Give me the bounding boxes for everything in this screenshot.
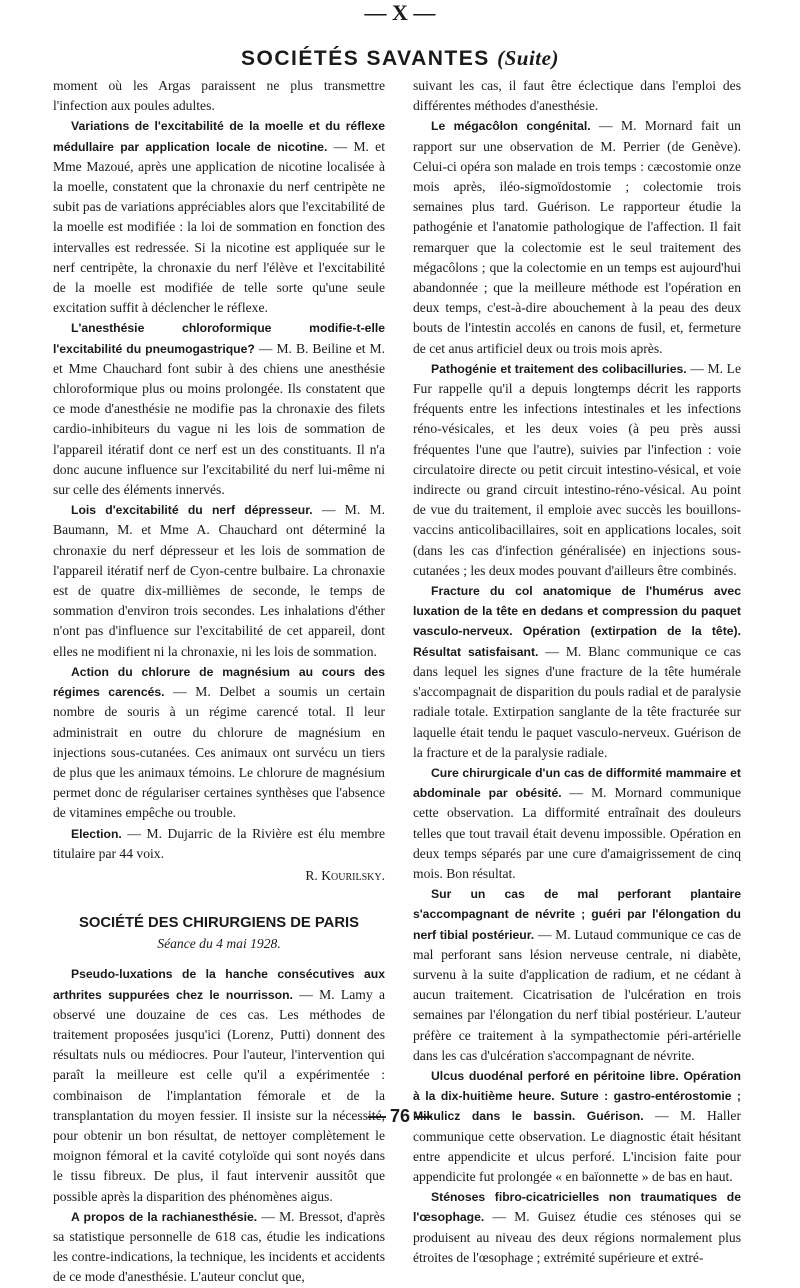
entry-title: Lois d'excitabilité du nerf dépresseur. bbox=[71, 503, 313, 518]
entry-title: Pseudo-luxations de la hanche consécutives aux arthrites suppurées chez le nourrisson. bbox=[53, 967, 385, 1002]
entry-body: — M. Lamy a observé une douzaine de ces cas. Les méthodes de traitement proposées jusqu'ici (Lorenz, Putti) donnent des résultats nuls ou médiocres. Pour l'auteur, l'intervention qui paraît la meilleure est celle qu'il a expérimentée : combinaison de l'implantation fémorale et de la transplantation du moyen fessier. Il insiste sur la nécessité, pour obtenir un bon résultat, de nettoyer complètement le moignon fémoral et la cavité cotyloïde qui sont noyés dans le tissu fibreux. De plus, il faut intervenir aussitôt que possible après la disparition des phénomènes aigus. bbox=[53, 986, 385, 1204]
entry-title: Cure chirurgicale d'un cas de difformité mammaire et abdominale par obésité. bbox=[413, 765, 741, 801]
running-title-suffix: (Suite) bbox=[497, 46, 559, 70]
paragraph bbox=[53, 318, 385, 500]
page-number: — 76 — bbox=[0, 1106, 800, 1127]
entry-title: Pathogénie et traitement des colibacilluries. bbox=[431, 361, 687, 376]
section-date: Séance du 4 mai 1928. bbox=[157, 936, 281, 952]
paragraph bbox=[53, 500, 385, 662]
entry-title: L'anesthésie chloroformique modifie-t-elle l'excitabilité du pneumogastrique? bbox=[53, 321, 385, 356]
entry-title: A propos de la rachianesthésie. bbox=[71, 1209, 258, 1224]
entry-title: Ulcus duodénal perforé en péritoine libre. Opération à la dix-huitième heure. Suture : gastro-entérostomie ; Mikulicz dans le bassin. Guérison. bbox=[413, 1068, 741, 1124]
entry-body: — M. et Mme Mazoué, après une application de nicotine localisée à la moelle, constatent que la chronaxie du nerf centripète ne subit pas de variations appréciables alors que l'excitabilité de la moelle est modifiée : la loi de sommation en fonction des intervalles est redressée. Si la nicotine est appliquée sur le nerf centripète, la chronaxie du nerf l'élève et l'excitabilité de la moelle est modifiée de telle sorte qu'une seule excitation suffit à déclencher le réflexe. bbox=[53, 138, 385, 316]
author-signature: R. Kourilsky. bbox=[305, 867, 385, 883]
paragraph bbox=[53, 116, 385, 318]
entry-body: — M. Dujarric de la Rivière est élu membre titulaire par 44 voix. bbox=[53, 825, 385, 861]
entry-title: Variations de l'excitabilité de la moelle et du réflexe médullaire par application locale de nicotine. bbox=[53, 119, 385, 154]
entry-body: — M. Guisez étudie ces sténoses qui se produisent au niveau des deux régions normalement plus étroites de l'œsophage ; extrémité supérieure et extré- bbox=[413, 1209, 741, 1265]
paragraph: moment où les Argas paraissent ne plus transmettre l'infection aux poules adultes. bbox=[53, 78, 385, 114]
paragraph bbox=[413, 116, 741, 358]
paragraph: suivant les cas, il faut être éclectique dans l'emploi des différentes méthodes d'anesthésie. bbox=[413, 78, 741, 114]
entry-body: — M. Haller communique cette observation. Le diagnostic était hésitant entre appendicite et ulcus perforé. L'incision faite pour appendicite fut prolongée « en baïonnette » de bas en haut. bbox=[413, 1108, 741, 1184]
entry-body: — M. Mornard fait un rapport sur une observation de M. Perrier (de Genève). Celui-ci opéra son malade en trois temps : cæcostomie onze mois après, iléo-sigmoïdostomie ; colectomie trois semaines plus tard. Guérison. Le rapporteur étudie la pathogénie et l'anatomie pathologique de l'affection. Il fait remarquer que la colectomie est le seul traitement des mégacôlons ; que la colectomie en un temps est aujourd'hui abandonnée ; que la meilleure méthode est l'opération en deux temps, c'est-à-dire abouchement à la peau des deux bouts de l'intestin accolés en canons de fusil, et, fermeture de cet anus artificiel deux ou trois mois après. bbox=[413, 118, 741, 356]
entry-body: — M. Le Fur rappelle qu'il a depuis longtemps décrit les rapports fréquents entre les infections intestinales et les infections réno-vésicales, et les deux voies (à peu près aussi fréquentes l'une que l'autre), suivies par l'infection : voie circulatoire directe ou petit circuit intestino-vésical, et voie indirecte ou grand circuit intestino-réno-vésical. Au point de vue du traitement, il emploie avec succès les bouillons-vaccins anticolibacillaires, soit en applications locales, soit (dans les cas d'infection généralisée) en injections sous-cutanées ; les deux modes pouvant d'ailleurs être combinés. bbox=[413, 360, 741, 578]
left-column bbox=[53, 76, 385, 1285]
entry-title: Sur un cas de mal perforant plantaire s'accompagnant de névrite ; guéri par l'élongation du nerf tibial postérieur. bbox=[413, 887, 741, 942]
page-roman-numeral: — X — bbox=[364, 0, 436, 25]
paragraph bbox=[53, 824, 385, 864]
right-column bbox=[413, 76, 741, 1265]
entry-title: Le mégacôlon congénital. bbox=[431, 119, 591, 134]
entry-body: — M. M. Baumann, M. et Mme A. Chauchard ont déterminé la chronaxie du nerf dépresseur et les lois de sommation de l'appareil itératif nerf de Cyon-centre bulbaire. La chronaxie est de quatre dix-millièmes de seconde, le temps de sommation d'environ trois secondes. Les inhalations d'éther n'ont pas d'influence sur l'excitabilité de cet appareil, dont elles ne modifient ni la chronaxie, ni les lois de sommation. bbox=[53, 502, 385, 659]
paragraph bbox=[413, 359, 741, 581]
entry-title: Sténoses fibro-cicatricielles non traumatiques de l'œsophage. bbox=[413, 1190, 741, 1225]
entry-title: Fracture du col anatomique de l'humérus avec luxation de la tête en dedans et compression du paquet vasculo-nerveux. Opération (extirpation de la tête). Résultat satisfaisant. bbox=[413, 584, 741, 659]
paragraph bbox=[413, 763, 741, 884]
section-title: SOCIÉTÉ DES CHIRURGIENS DE PARIS bbox=[78, 915, 360, 932]
running-title bbox=[0, 46, 800, 71]
entry-body: — M. Blanc communique ce cas dans lequel les signes d'une fracture de la tête humérale s'accompagnait de disparition du pouls radial et de paralysie radiale totale. Extirpation sanglante de la tête fracturée sur laquelle était tendu le paquet vasculo-nerveux. Guérison de la fracture et de la paralysie radiale. bbox=[413, 643, 741, 760]
entry-body: — M. Mornard communique cette observation. La difformité entraînait des douleurs telles que tout travail était devenu impossible. Opération en deux temps séparés par une cure d'amaigrissement de cinq mois. Bon résultat. bbox=[413, 785, 741, 881]
paragraph bbox=[413, 1187, 741, 1268]
entry-body: — M. Delbet a soumis un certain nombre de souris à un régime carencé total. Il leur administrait en outre du chlorure de magnésium en injections sous-cutanées. Ces animaux ont survécu un tiers de plus que les animaux témoins. Le chlorure de magnésium permet donc de régulariser certaines synthèses que l'absence de vitamines empêche ou trouble. bbox=[53, 684, 385, 821]
entry-body: — M. B. Beiline et M. et Mme Chauchard font subir à des chiens une anesthésie chloroformique plus ou moins prolongée. Ils constatent que ce mode d'anesthésie ne modifie pas la chronaxie des filets cardio-inhibiteurs du vague ni les lois de sommation de l'appareil itératif dont ce nerf est un des constituants. Il n'a donc aucune influence sur l'excitabilité du nerf lui-même ni sur celle des éléments innervés. bbox=[53, 340, 385, 498]
entry-body: — M. Lutaud communique ce cas de mal perforant sans lésion nerveuse centrale, ni diabète, survenu à la suite d'application de radium, et ne cédant à aucun traitement. Cicatrisation de l'ulcération en trois semaines par l'élongation du nerf tibial postérieur. L'auteur préfère ce traitement à la sympathectomie péri-artérielle dans les cas d'ulcération s'accompagnant de névrite. bbox=[413, 926, 741, 1063]
running-title-text: SOCIÉTÉS SAVANTES bbox=[241, 47, 490, 70]
paragraph bbox=[53, 964, 385, 1206]
paragraph bbox=[413, 884, 741, 1066]
paragraph bbox=[413, 581, 741, 763]
entry-title: Action du chlorure de magnésium au cours des régimes carencés. bbox=[53, 664, 385, 700]
paragraph bbox=[53, 1207, 385, 1288]
paragraph bbox=[53, 662, 385, 824]
entry-body: — M. Bressot, d'après sa statistique personnelle de 618 cas, étudie les indications les contre-indications, la technique, les incidents et accidents de ce mode d'anesthésie. L'auteur conclut que, bbox=[53, 1208, 385, 1285]
entry-title: Election. bbox=[71, 826, 122, 841]
